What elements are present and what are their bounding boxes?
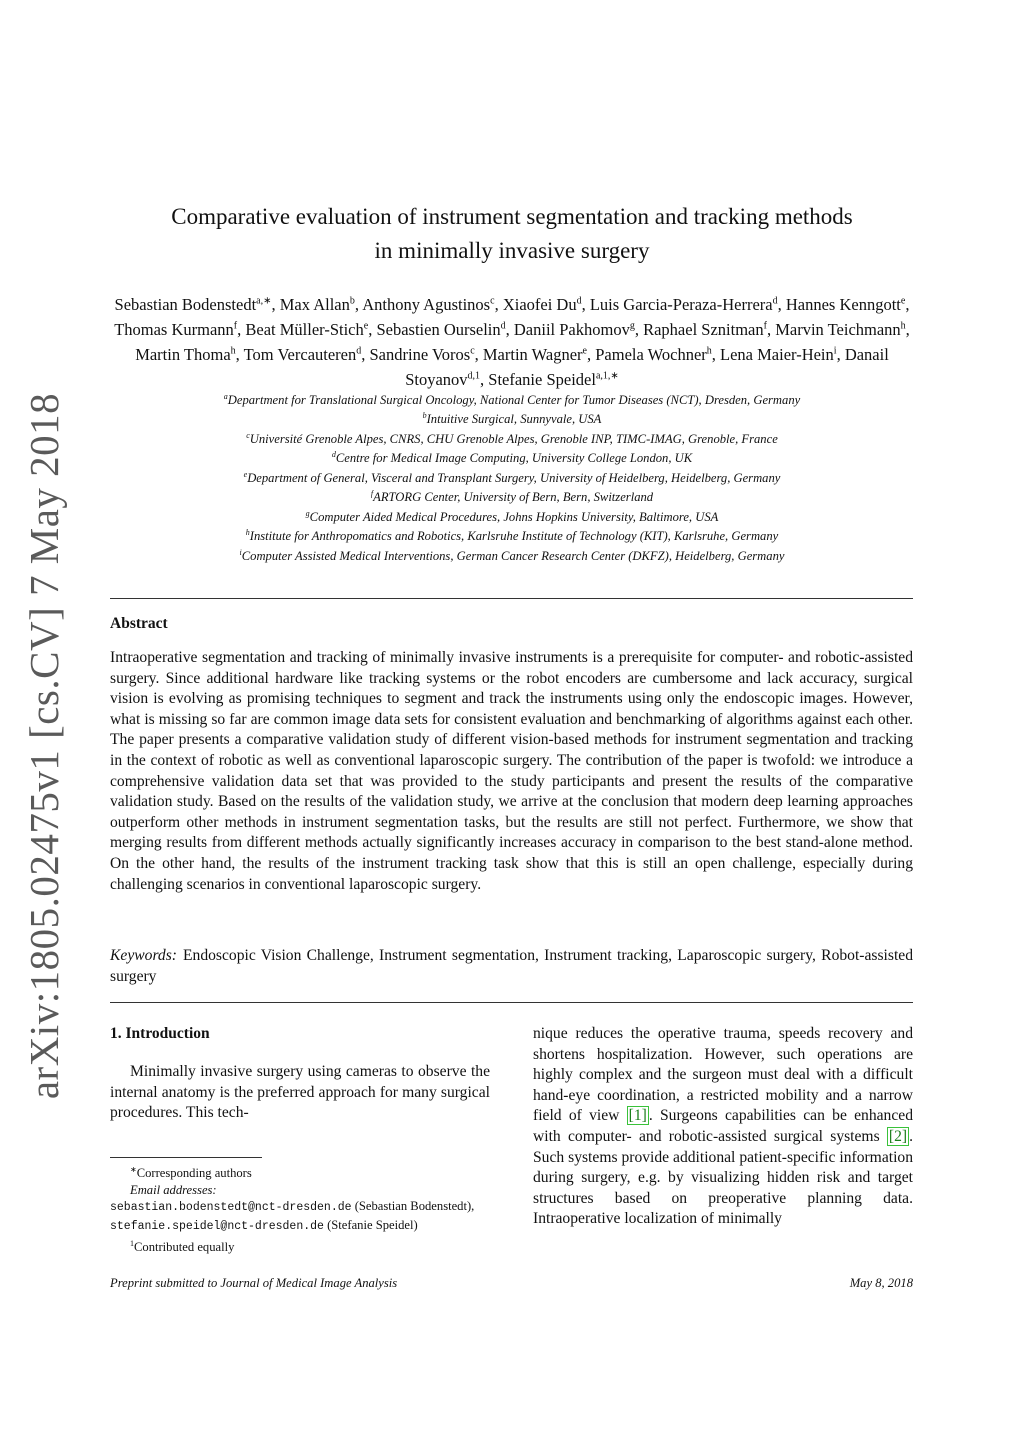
affiliation-text: Department of General, Visceral and Transplant Surgery, University of Heidelberg, Heidelberg, Germany [247,471,781,486]
affiliation-text: Université Grenoble Alpes, CNRS, CHU Grenoble Alpes, Grenoble INP, TIMC-IMAG, Grenoble, France [249,432,778,447]
author-name: Danail Stoyanov [405,344,889,389]
author-entry [775,320,910,339]
author-affiliation-mark: c [490,295,495,306]
author-name: Marvin Teichmann [775,319,901,339]
affiliation-line [110,525,914,544]
affiliation-mark: b [422,411,427,421]
section-heading-introduction: 1. Introduction [110,1025,210,1042]
author-entry [362,295,503,314]
author-entry [115,295,280,314]
author-name: Hannes Kenngott [785,294,901,314]
author-name: Thomas Kurmann [114,319,234,339]
author-entry [244,345,370,364]
affiliation-mark: d [331,450,336,460]
affiliation-text: Computer Assisted Medical Interventions, German Cancer Research Center (DKFZ), Heidelberg, Germany [241,549,785,564]
intro-text-part-2: . Surgeons capabilities can be enhanced with computer- and robotic-assisted surgical systems [533,1107,913,1145]
email-2-name: (Stefanie Speidel) [327,1217,418,1232]
author-entry [595,345,720,364]
citation-link-2[interactable]: [2] [888,1127,908,1145]
author-separator: , [634,319,644,339]
author-separator: , [474,344,483,364]
affiliation-text: Department for Translational Surgical Oncology, National Center for Tumor Diseases (NCT), Dresden, Germany [227,393,801,408]
author-affiliation-mark: f [763,320,767,331]
author-affiliation-mark: e [900,295,906,306]
intro-text-part-1: nique reduces the operative trauma, speeds recovery and shortens hospitalization. However, such operations are highly complex and the surgeon must deal with a difficult hand-eye coordination, a restricted mobility and a narrow field of view [533,1025,913,1125]
author-entry [590,295,786,314]
footnote-corresponding [110,1162,490,1182]
author-entry [720,345,845,364]
author-name: Lena Maier-Hein [720,344,834,364]
author-entry [376,320,513,339]
footnote-contributed-text: Contributed equally [134,1239,235,1254]
footer-date: May 8, 2018 [849,1276,913,1290]
affiliation-mark: e [243,469,248,479]
author-name: Max Allan [279,294,350,314]
affiliation-line [110,428,914,447]
affiliation-mark: c [246,430,250,440]
email-link-2[interactable]: stefanie.speidel@nct-dresden.de [110,1219,324,1233]
author-entry [786,295,910,314]
author-affiliation-mark: h [230,345,236,356]
affiliation-text: Centre for Medical Image Computing, University College London, UK [335,451,693,466]
author-separator: , [354,294,363,314]
author-affiliation-mark: d [356,345,362,356]
author-name: Sandrine Voros [369,344,471,364]
affiliation-mark: i [239,547,242,557]
author-name: Luis Garcia-Peraza-Herrera [589,294,773,314]
email-link-1[interactable]: sebastian.bodenstedt@nct-dresden.de [110,1201,352,1215]
footnote-emails [110,1198,490,1235]
email-label: Email addresses: [130,1182,217,1197]
author-affiliation-mark: f [233,320,238,331]
title-line-2: in minimally invasive surgery [374,238,650,263]
title-line-1: Comparative evaluation of instrument segmentation and tracking methods [171,204,853,229]
author-affiliation-mark: e [363,320,369,331]
author-separator: , [368,319,377,339]
author-separator: , [766,319,776,339]
footnotes [110,1162,490,1255]
author-affiliation-mark: b [349,295,355,306]
author-separator: , [581,294,590,314]
author-separator: , [905,294,910,314]
affiliation-text: ARTORG Center, University of Bern, Bern, Switzerland [373,490,654,505]
author-separator: , [905,319,910,339]
keywords-label: Keywords: [110,947,177,964]
abstract-heading: Abstract [110,615,168,632]
author-affiliation-mark: a,∗ [256,295,272,306]
author-affiliation-mark: g [629,320,635,331]
author-separator: , [237,319,246,339]
paper-title [100,200,924,268]
affiliation-line [110,467,914,486]
author-entry [643,320,775,339]
affiliation-mark: g [305,508,310,518]
author-separator: , [361,344,370,364]
author-name: Xiaofei Du [502,294,577,314]
author-name: Pamela Wochner [595,344,707,364]
affiliation-line [110,447,914,466]
author-affiliation-mark: d,1 [467,370,481,381]
author-affiliation-mark: d [772,295,778,306]
author-separator: , [586,344,596,364]
affiliation-line [110,506,914,525]
email-1-name: (Sebastian Bodenstedt), [354,1199,475,1214]
author-entry [245,320,376,339]
affiliation-line [110,545,914,564]
author-name: Tom Vercauteren [243,344,357,364]
author-affiliation-mark: h [706,345,712,356]
author-name: Stefanie Speidel [488,369,596,389]
author-entry [135,345,243,364]
citation-link-1[interactable]: [1] [628,1107,647,1125]
affiliation-line [110,486,914,505]
footer-journal: Preprint submitted to Journal of Medical Image Analysis [110,1276,398,1290]
author-name: Martin Thoma [135,344,231,364]
author-name: Raphael Sznitman [643,319,764,339]
footnote-mark-star: ∗ [130,1165,137,1174]
intro-text-part-3: . Such systems provide additional patient-specific information during surgery, e.g. by visualizing hidden risk and target structures based on preoperative planning data. Intraoperative localization of minimally [533,1127,913,1228]
abstract-top-rule [110,598,913,599]
arxiv-identifier-stamp [18,392,70,1100]
author-affiliation-mark: d [500,320,506,331]
intro-paragraph-right [533,1024,913,1230]
author-separator: , [494,294,503,314]
author-separator: , [505,319,514,339]
author-name: Beat Müller-Stich [245,319,364,339]
affiliation-text: Institute for Anthropomatics and Robotics, Karlsruhe Institute of Technology (KIT), Karlsruhe, Germany [249,529,779,544]
keywords-text: Endoscopic Vision Challenge, Instrument segmentation, Instrument tracking, Laparoscopic surgery, Robot-assisted surgery [110,947,913,985]
affiliation-mark: h [245,528,250,538]
footnote-contributed [110,1236,490,1256]
intro-paragraph-left: Minimally invasive surgery using cameras to observe the internal anatomy is the preferred approach for many surgical procedures. This tech- [110,1063,490,1122]
footnote-rule [110,1157,262,1158]
author-entry [514,320,643,339]
author-name: Martin Wagner [482,344,583,364]
abstract-bottom-rule [110,1002,913,1003]
affiliation-text: Computer Aided Medical Procedures, Johns Hopkins University, Baltimore, USA [309,510,719,525]
author-name: Sebastien Ourselin [376,319,501,339]
author-separator: , [777,294,786,314]
author-entry [280,295,362,314]
author-affiliation-mark: c [470,345,475,356]
affiliation-line [110,389,914,408]
affiliation-mark: f [370,489,374,499]
affiliation-line [110,408,914,427]
abstract-text: Intraoperative segmentation and tracking of minimally invasive instruments is a prerequisite for computer- and robotic-assisted surgery. Since additional hardware like tracking systems or the robot encoders are cumbersome and lack accuracy, surgical vision is evolving as promising techniques to segment and track the instruments using only the endoscopic images. However, what is missing so far are common image data sets for consistent evaluation and benchmarking of algorithms against each other. The paper presents a comparative validation study of different vision-based methods for instrument segmentation and tracking in the context of robotic as well as conventional laparoscopic surgery. The contribution of the paper is twofold: we introduce a comprehensive validation data set that was provided to the study participants and present the results of the comparative validation study. Based on the results of the validation study, we arrive at the conclusion that modern deep learning approaches outperform other methods in instrument segmentation tasks, but the results are still not perfect. Furthermore, we show that merging results from different methods actually significantly increases accuracy in comparison to the best stand-alone method. On the other hand, the results of the instrument tracking task show that this is still an open challenge, especially during challenging scenarios in conventional laparoscopic surgery. [110,649,913,893]
author-separator: , [271,294,280,314]
author-entry [488,370,619,389]
author-affiliation-mark: a,1,∗ [595,370,619,381]
author-separator: , [235,344,244,364]
author-entry [503,295,590,314]
author-separator: , [836,344,845,364]
author-list [110,290,914,390]
footnote-email-label [110,1182,490,1199]
footnote-mark-1: 1 [130,1238,134,1248]
author-entry [483,345,595,364]
author-affiliation-mark: i [833,345,837,356]
author-name: Daniil Pakhomov [513,319,630,339]
keywords-block [110,946,913,987]
affiliation-list [110,389,914,564]
author-separator: , [711,344,721,364]
author-entry [370,345,483,364]
author-affiliation-mark: e [582,345,587,356]
footnote-corresponding-text: Corresponding authors [136,1166,252,1181]
author-entry [114,320,245,339]
author-name: Anthony Agustinos [362,294,491,314]
author-separator: , [480,369,489,389]
author-affiliation-mark: d [576,295,582,306]
arxiv-identifier-text: arXiv:1805.02475v1 [cs.CV] 7 May 2018 [21,392,67,1100]
affiliation-text: Intuitive Surgical, Sunnyvale, USA [426,412,602,427]
author-name: Sebastian Bodenstedt [114,294,257,314]
author-affiliation-mark: h [900,320,906,331]
affiliation-mark: a [223,392,228,401]
